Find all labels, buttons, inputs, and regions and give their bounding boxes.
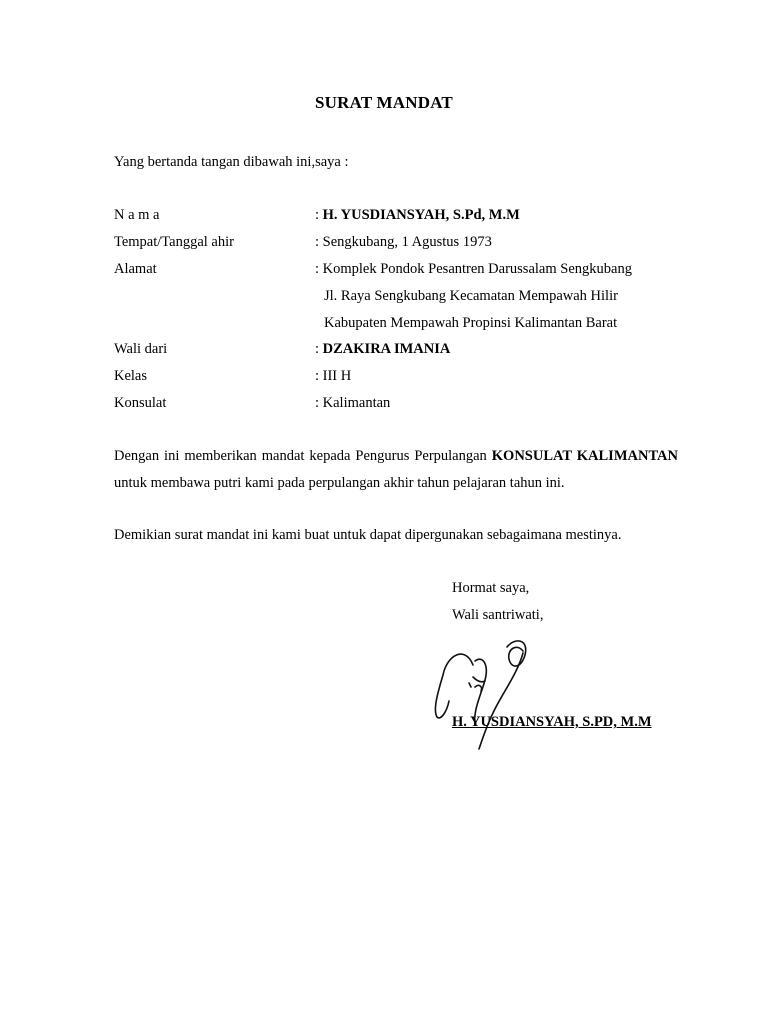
field-label: Wali dari: [114, 341, 168, 357]
field-value: : Komplek Pondok Pesantren Darussalam Sengkubang: [315, 261, 632, 277]
field-value: : III H: [315, 368, 352, 384]
field-label: Konsulat: [114, 395, 167, 411]
field-row-alamat: [114, 261, 684, 281]
field-label: N a m a: [114, 207, 160, 223]
closing-paragraph: Demikian surat mandat ini kami buat untuk dapat dipergunakan sebagaimana mestinya.: [114, 527, 622, 543]
field-value: : H. YUSDIANSYAH, S.Pd, M.M: [315, 207, 520, 223]
field-label: Tempat/Tanggal ahir: [114, 234, 234, 250]
field-label: Alamat: [114, 261, 157, 277]
mandate-paragraph: Dengan ini memberikan mandat kepada Pengurus Perpulangan KONSULAT KALIMANTAN untuk membawa putri kami pada perpulangan akhir tahun pelajaran tahun ini.: [114, 448, 678, 491]
field-row-kelas: [114, 368, 684, 388]
address-line-3: Kabupaten Mempawah Propinsi Kalimantan Barat: [324, 315, 618, 331]
field-value: : Sengkubang, 1 Agustus 1973: [315, 234, 492, 250]
handwritten-signature: [425, 625, 565, 765]
field-row-nama: [114, 207, 684, 227]
document-title: SURAT MANDAT: [315, 93, 453, 112]
signer-name: H. YUSDIANSYAH, S.PD, M.M: [452, 714, 652, 730]
field-row-wali-dari: [114, 341, 684, 361]
field-row-konsulat: [114, 395, 684, 415]
field-row-tempat-tanggal: [114, 234, 684, 254]
closing-greeting: Hormat saya,: [452, 580, 530, 596]
field-value: : Kalimantan: [315, 395, 391, 411]
field-label: Kelas: [114, 368, 148, 384]
closing-role: Wali santriwati,: [452, 607, 544, 623]
field-value: : DZAKIRA IMANIA: [315, 341, 451, 357]
address-line-2: Jl. Raya Sengkubang Kecamatan Mempawah Hilir: [324, 288, 618, 304]
intro-text: Yang bertanda tangan dibawah ini,saya :: [114, 154, 349, 170]
